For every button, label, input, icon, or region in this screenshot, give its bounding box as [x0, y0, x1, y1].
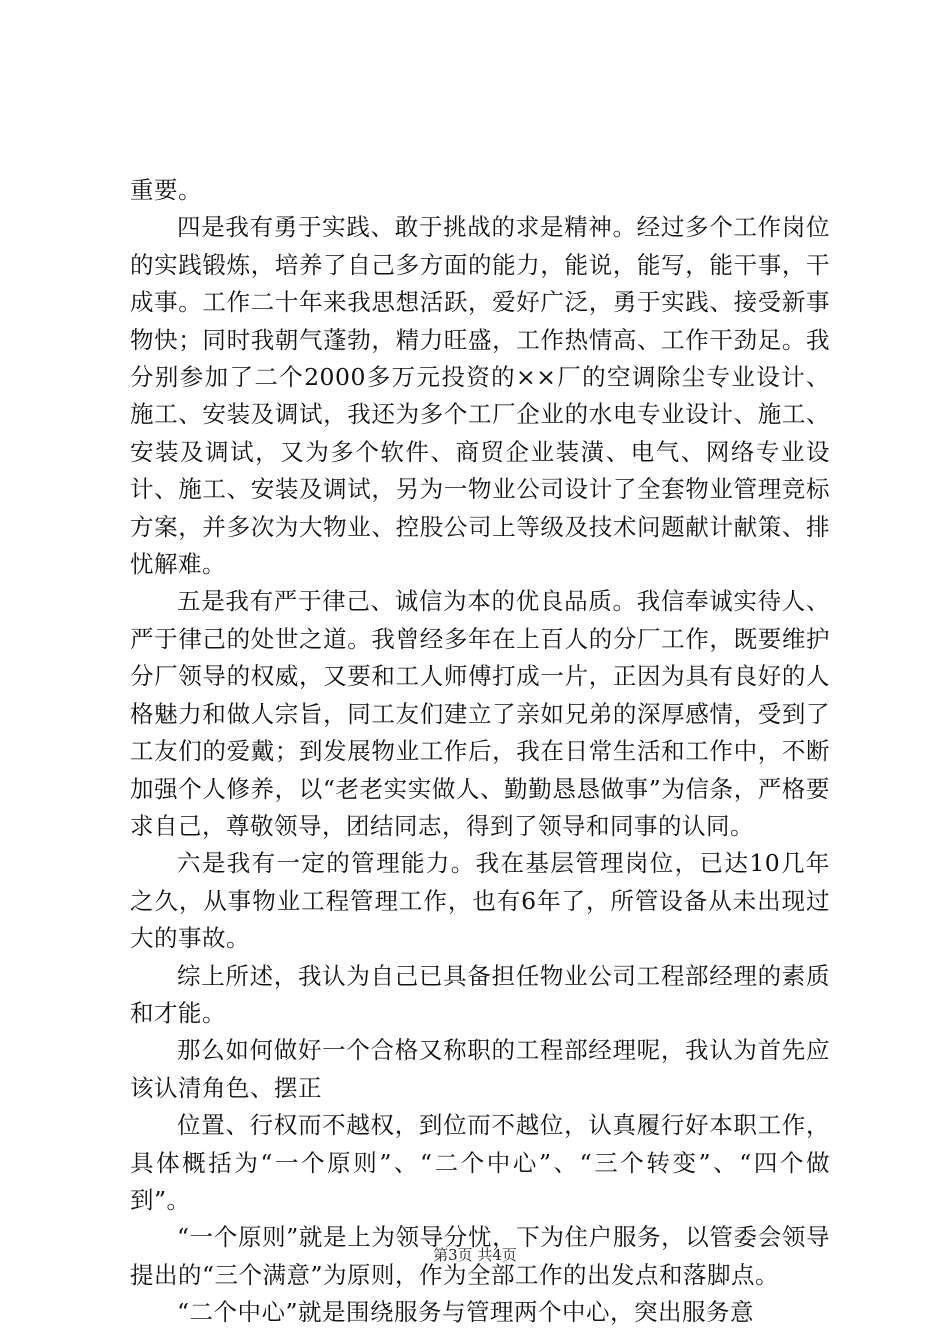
paragraph-point-four: 四是我有勇于实践、敢于挑战的求是精神。经过多个工作岗位的实践锻炼，培养了自己多方面的能力，能说，能写，能干事，干成事。工作二十年来我思想活跃，爱好广泛，勇于实践、接受新事物快；同时我朝气蓬勃，精力旺盛，工作热情高、工作干劲足。我分别参加了二个2000多万元投资的××厂的空调除尘专业设计、施工、安装及调试，我还为多个工厂企业的水电专业设计、施工、安装及调试，又为多个软件、商贸企业装潢、电气、网络专业设计、施工、安装及调试，另为一物业公司设计了全套物业管理竞标方案，并多次为大物业、控股公司上等级及技术问题献计献策、排忧解难。 — [130, 213, 830, 579]
paragraph-how-to: 那么如何做好一个合格又称职的工程部经理呢，我认为首先应该认清角色、摆正 — [130, 1036, 830, 1102]
paragraph-one-principle: “一个原则”就是上为领导分忧，下为住户服务，以管委会领导提出的“三个满意”为原则，作为全部工作的出发点和落脚点。 — [130, 1223, 830, 1289]
paragraph-position: 位置、行权而不越权，到位而不越位，认真履行好本职工作，具体概括为“一个原则”、“二个中心”、“三个转变”、“四个做到”。 — [130, 1111, 830, 1214]
paragraph-summary: 综上所述，我认为自己已具备担任物业公司工程部经理的素质和才能。 — [130, 961, 830, 1027]
paragraph-two-centers: “二个中心”就是围绕服务与管理两个中心，突出服务意 — [177, 1298, 755, 1327]
paragraph-point-six: 六是我有一定的管理能力。我在基层管理岗位，已达10几年之久，从事物业工程管理工作，也有6年了，所管设备从未出现过大的事故。 — [130, 849, 830, 953]
paragraph-continuation: 重要。 — [130, 176, 202, 204]
document-body — [130, 172, 830, 1332]
paragraph-point-five: 五是我有严于律己、诚信为本的优良品质。我信奉诚实待人、严于律己的处世之道。我曾经多年在上百人的分厂工作，既要维护分厂领导的权威，又要和工人师傅打成一片，正因为具有良好的人格魅力和做人宗旨，同工友们建立了亲如兄弟的深厚感情，受到了工友们的爱戴；到发展物业工作后，我在日常生活和工作中，不断加强个人修养，以“老老实实做人、勤勤恳恳做事”为信条，严格要求自己，尊敬领导，团结同志，得到了领导和同事的认同。 — [130, 587, 830, 840]
page-footer: 第3页 共4页 — [433, 1246, 517, 1264]
